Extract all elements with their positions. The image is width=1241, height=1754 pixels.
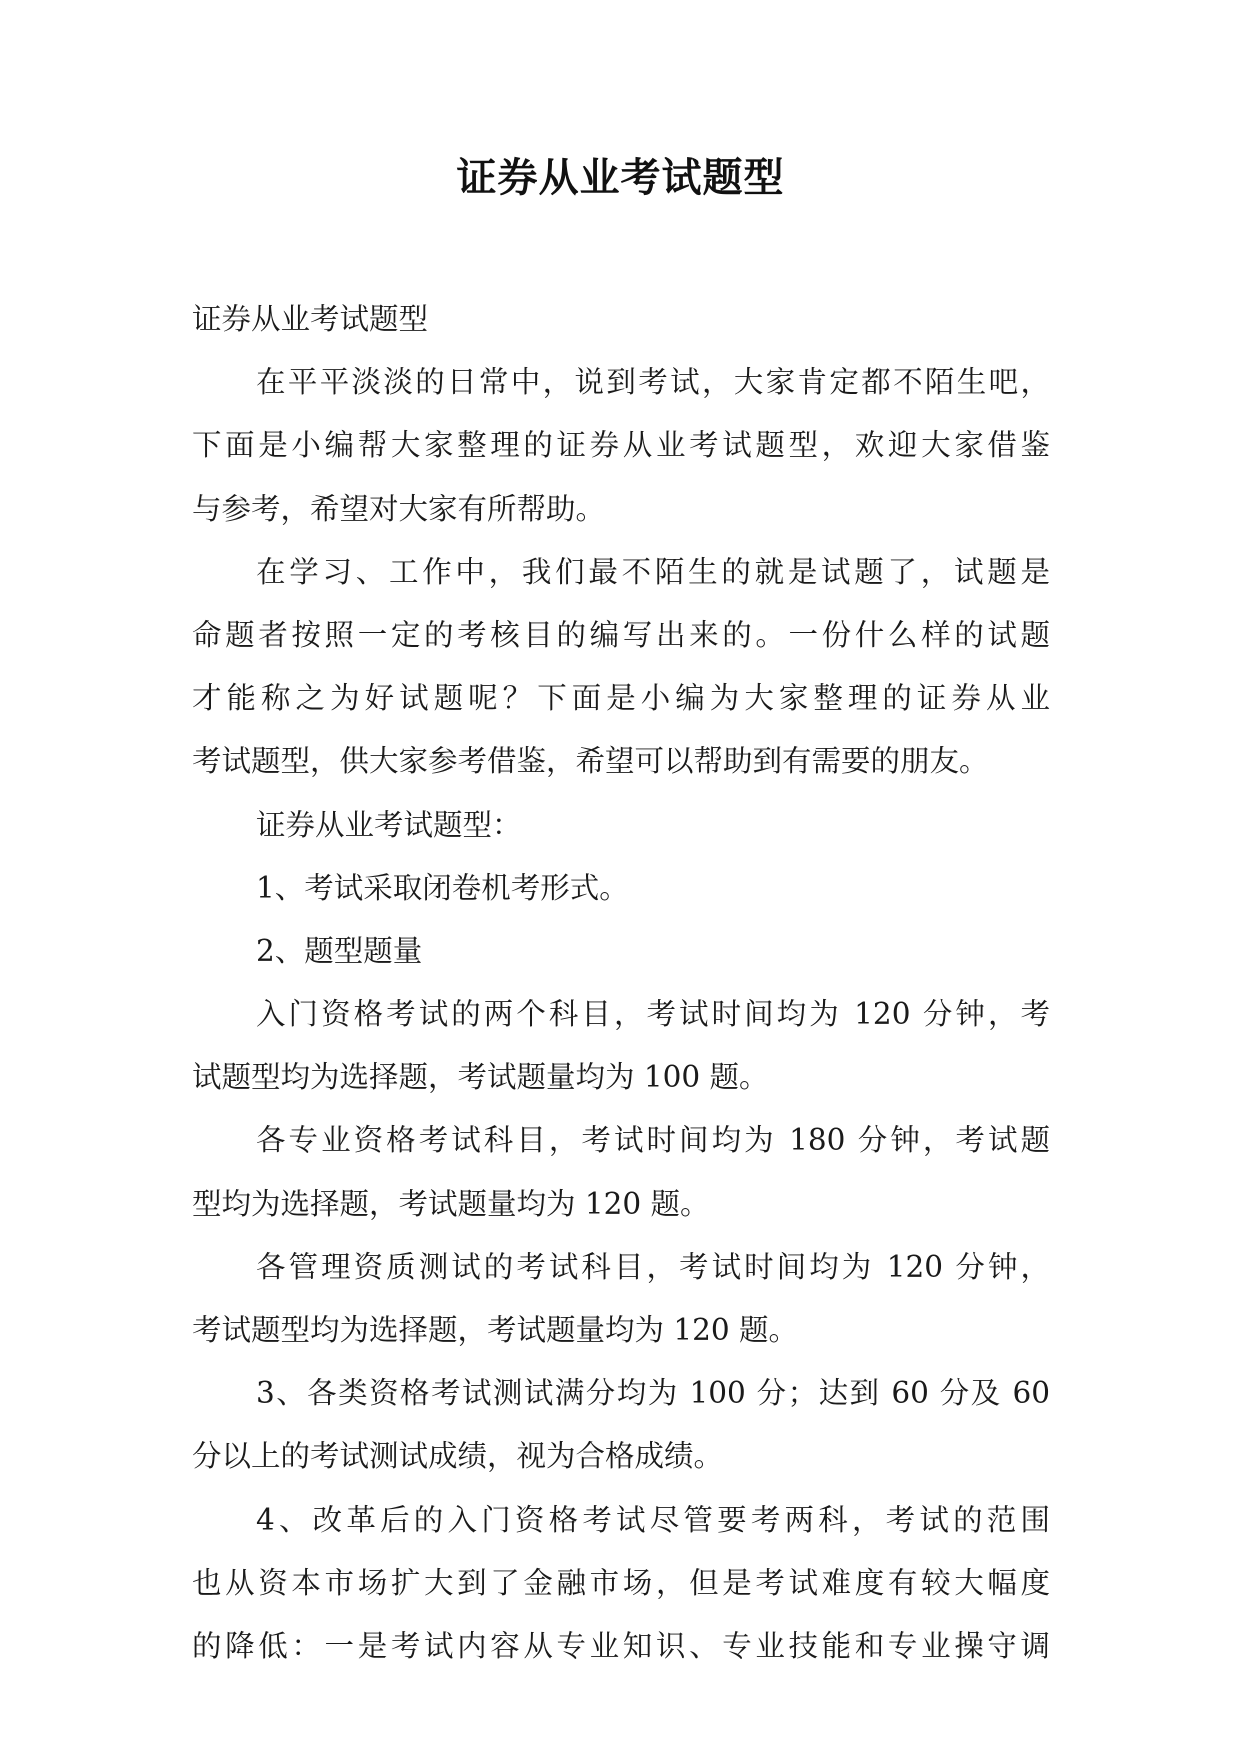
text-line: 各专业资格考试科目，考试时间均为 180 分钟，考试题 [256,1123,1050,1158]
text-line: 的降低：一是考试内容从专业知识、专业技能和专业操守调 [192,1628,1050,1663]
text-line: 在学习、工作中，我们最不陌生的就是试题了，试题是 [256,554,1050,589]
text-line: 型均为选择题，考试题量均为 120 题。 [192,1186,710,1221]
text-line: 证券从业考试题型： [256,807,522,842]
text-line: 也从资本市场扩大到了金融市场，但是考试难度有较大幅度 [192,1565,1050,1600]
text-line: 与参考，希望对大家有所帮助。 [192,491,606,526]
text-line: 考试题型，供大家参考借鉴，希望可以帮助到有需要的朋友。 [192,744,989,779]
text-line: 在平平淡淡的日常中，说到考试，大家肯定都不陌生吧， [256,365,1050,400]
text-line: 2、题型题量 [256,933,423,968]
text-line: 分以上的考试测试成绩，视为合格成绩。 [192,1439,724,1474]
text-line: 各管理资质测试的考试科目，考试时间均为 120 分钟， [256,1249,1050,1284]
text-line: 1、考试采取闭卷机考形式。 [256,870,629,905]
text-line: 入门资格考试的两个科目，考试时间均为 120 分钟，考 [256,997,1050,1032]
text-line: 试题型均为选择题，考试题量均为 100 题。 [192,1060,769,1095]
text-line: 3、各类资格考试测试满分均为 100 分；达到 60 分及 60 [256,1376,1050,1411]
text-line: 考试题型均为选择题，考试题量均为 120 题。 [192,1313,799,1347]
text-line: 证券从业考试题型 [192,302,429,336]
text-line: 下面是小编帮大家整理的证券从业考试题型，欢迎大家借鉴 [192,428,1050,463]
document-title: 证券从业考试题型 [456,155,785,201]
document-body [192,288,1050,1678]
text-line: 才能称之为好试题呢？下面是小编为大家整理的证券从业 [192,681,1050,716]
text-line: 4、改革后的入门资格考试尽管要考两科，考试的范围 [256,1502,1050,1537]
text-line: 命题者按照一定的考核目的编写出来的。一份什么样的试题 [192,617,1050,652]
